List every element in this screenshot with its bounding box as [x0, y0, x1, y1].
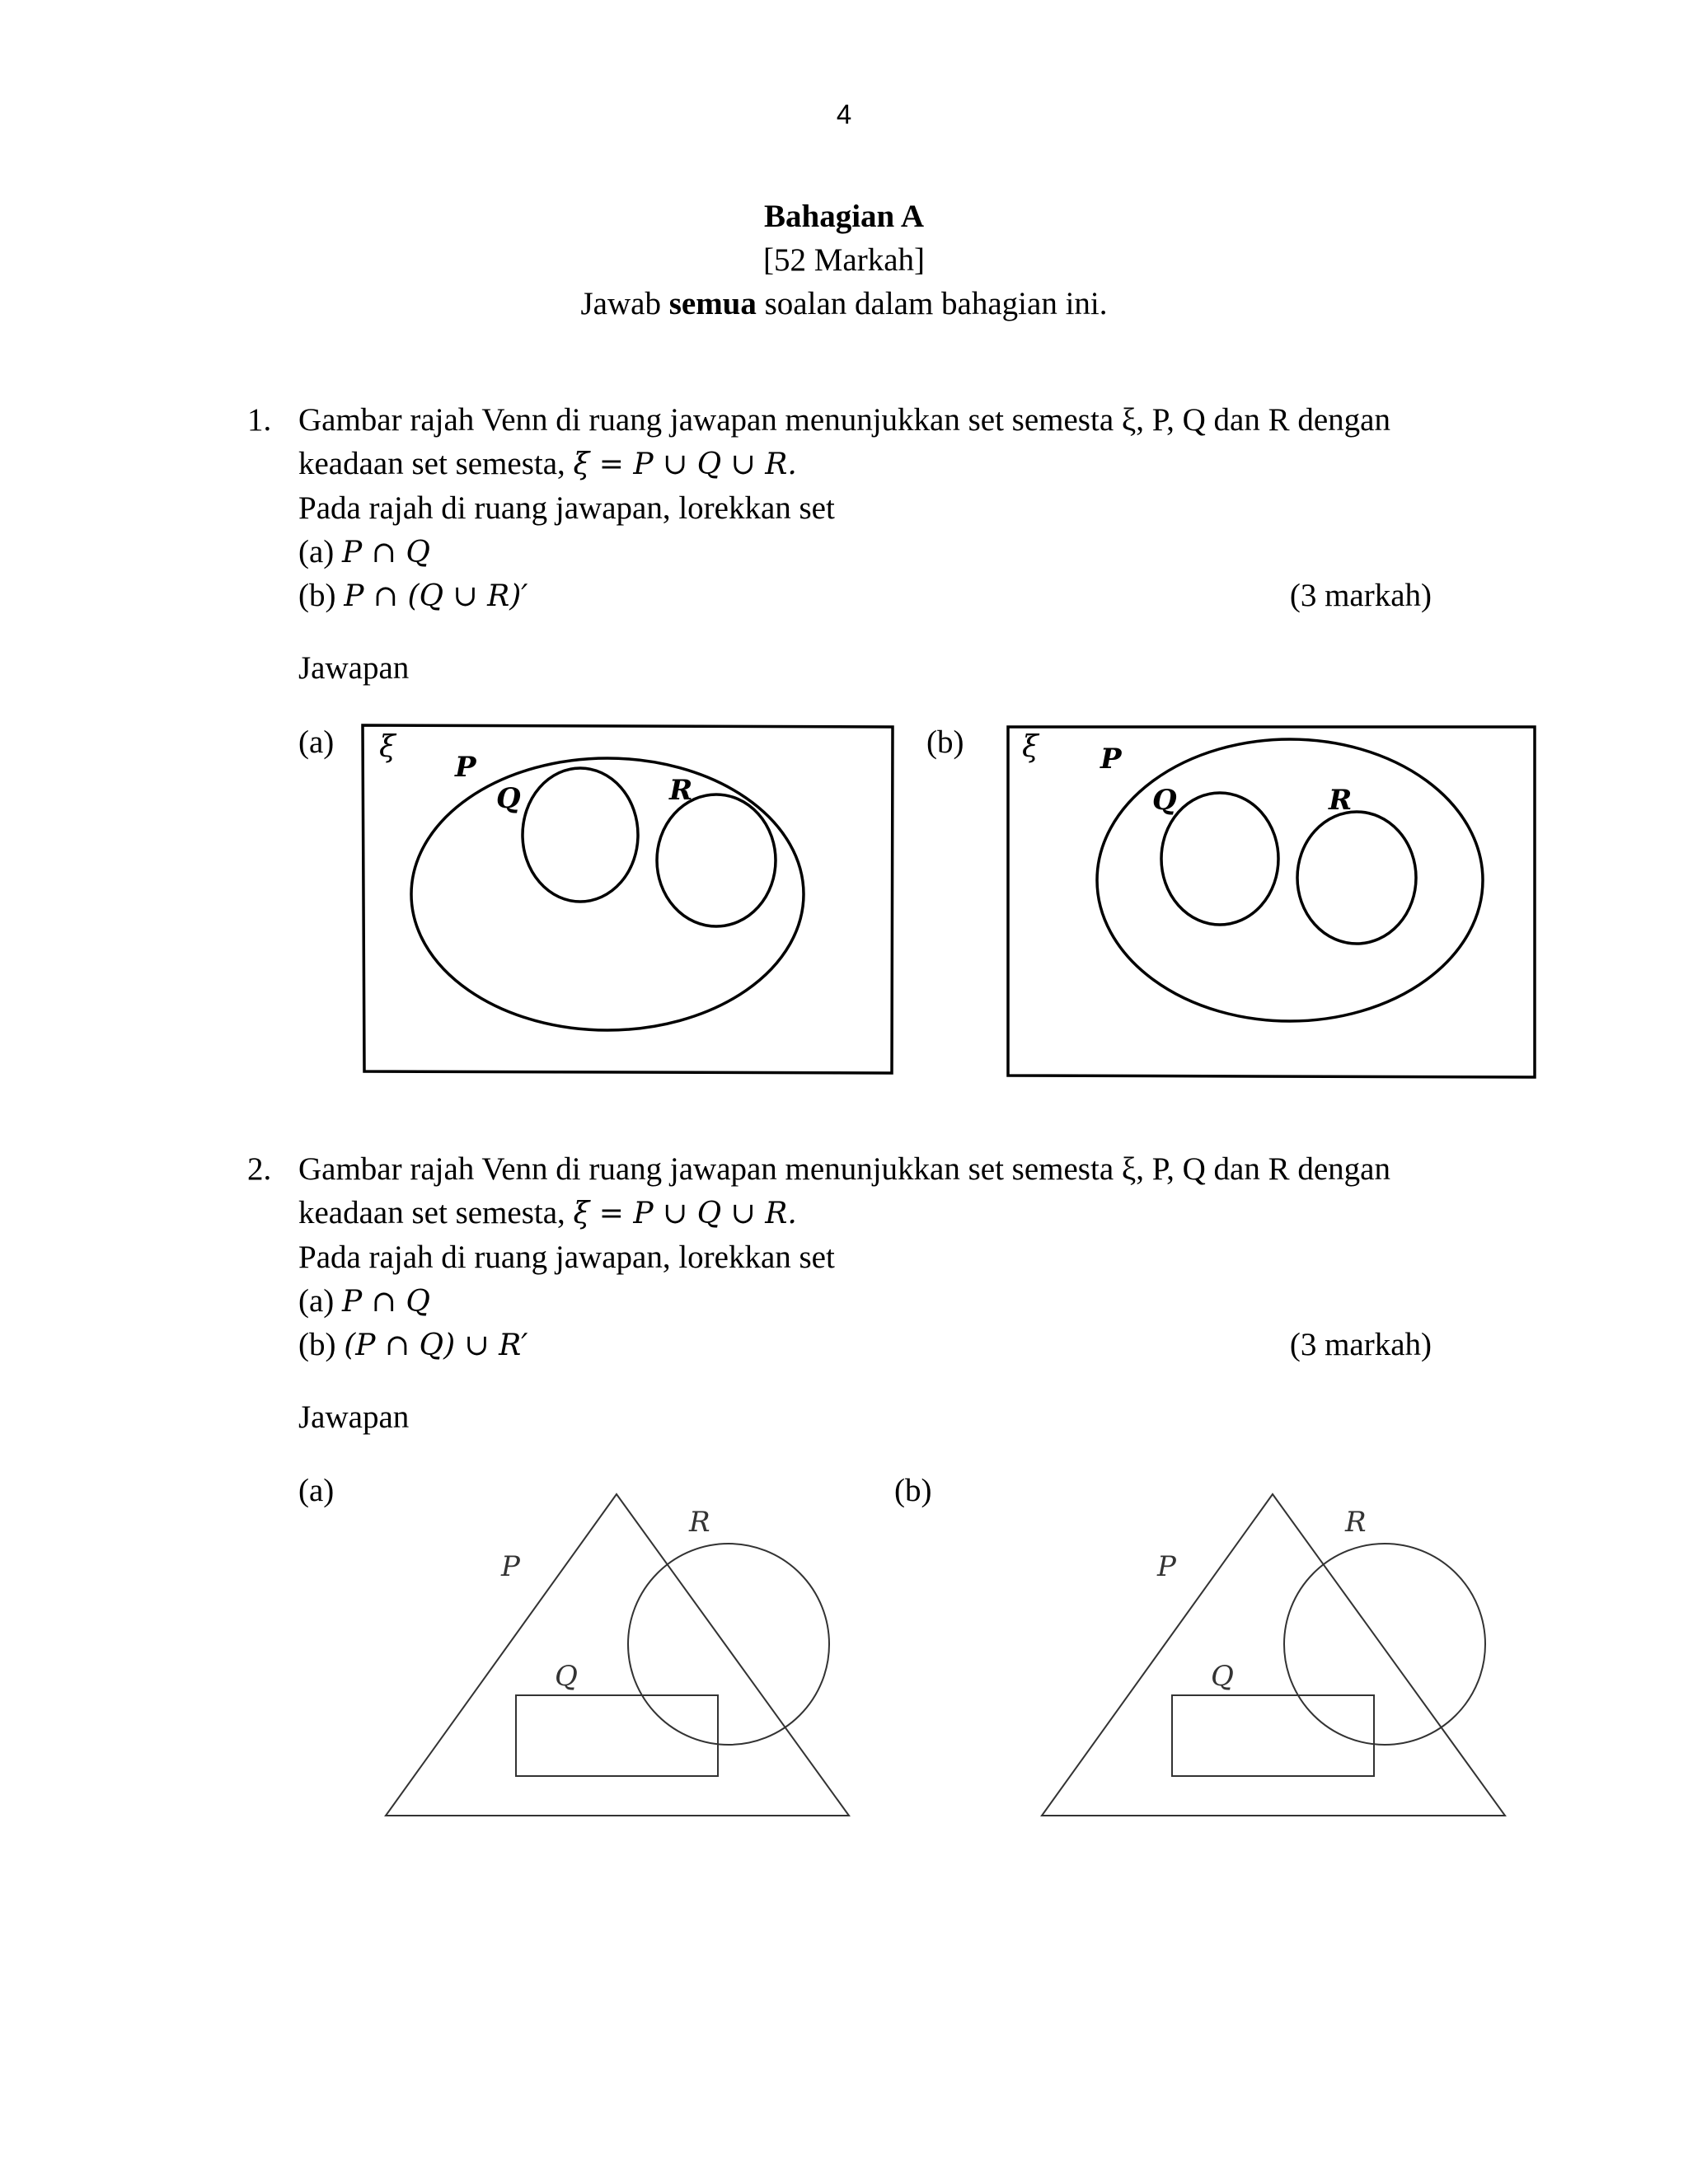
set-q-circle [523, 768, 638, 902]
set-q-label: Q [555, 1660, 578, 1693]
set-q-circle [1161, 793, 1278, 925]
question-number: 1. [247, 402, 272, 438]
universal-set-rectangle [363, 725, 893, 1073]
venn-diagram-2a [379, 1483, 857, 1830]
question-number: 2. [247, 1151, 272, 1187]
universal-set-equation: ξ = P ∪ Q ∪ R. [573, 1197, 797, 1230]
set-r-circle [628, 1544, 829, 1745]
set-p-triangle [386, 1494, 849, 1816]
section-title: Bahagian A [764, 199, 924, 234]
universal-set-equation: ξ = P ∪ Q ∪ R. [573, 448, 797, 481]
line-2-text: keadaan set semesta, [298, 1195, 574, 1230]
part-a [298, 1282, 430, 1319]
part-b-label: (b) [298, 578, 336, 613]
part-a-expression: P ∩ Q [342, 536, 430, 569]
question-line-2 [298, 445, 797, 482]
question-line-3: Pada rajah di ruang jawapan, lorekkan set [298, 490, 835, 526]
set-q-label: Q [1152, 784, 1177, 817]
answer-label: Jawapan [298, 650, 410, 686]
set-q-label: Q [1211, 1660, 1234, 1693]
set-r-circle [657, 794, 776, 926]
part-b-label: (b) [298, 1327, 336, 1362]
instruction-bold: semua [668, 286, 757, 321]
marks-label: (3 markah) [1289, 1327, 1432, 1362]
question-line-1: Gambar rajah Venn di ruang jawapan menunjukkan set semesta ξ, P, Q dan R dengan [298, 402, 1390, 438]
instruction-post: soalan dalam bahagian ini. [756, 286, 1108, 321]
set-p-ellipse [1097, 739, 1483, 1021]
instruction-pre: Jawab [580, 286, 669, 321]
section-instruction [0, 285, 1688, 322]
marks-total: [52 Markah] [762, 242, 925, 278]
set-p-label: P [455, 751, 476, 784]
diagram-a-label: (a) [298, 724, 335, 760]
part-b-expression: P ∩ (Q ∪ R)′ [344, 579, 528, 613]
part-b-expression: (P ∩ Q) ∪ R′ [344, 1329, 528, 1362]
set-r-label: R [669, 774, 693, 807]
set-p-label: P [1157, 1550, 1176, 1583]
venn-diagram-1a [354, 717, 898, 1080]
venn-diagram-1b [997, 717, 1550, 1088]
universal-set-rectangle [1008, 727, 1535, 1077]
universal-set-label: ξ [1022, 730, 1039, 764]
marks-label: (3 markah) [1289, 578, 1432, 613]
universal-set-label: ξ [379, 730, 396, 764]
line-2-text: keadaan set semesta, [298, 446, 574, 481]
set-q-label: Q [496, 782, 521, 815]
set-r-circle [1297, 812, 1416, 944]
part-a-label: (a) [298, 1283, 335, 1319]
set-r-label: R [1345, 1506, 1367, 1539]
part-a-expression: P ∩ Q [342, 1285, 430, 1319]
question-line-2 [298, 1194, 797, 1231]
part-a [298, 533, 430, 570]
diagram-b-label: (b) [926, 724, 964, 760]
question-line-1: Gambar rajah Venn di ruang jawapan menunjukkan set semesta ξ, P, Q dan R dengan [298, 1151, 1390, 1187]
part-b [298, 1326, 528, 1363]
answer-label: Jawapan [298, 1399, 410, 1435]
set-r-label: R [1329, 784, 1353, 817]
set-p-label: P [1100, 743, 1122, 776]
set-r-circle [1284, 1544, 1485, 1745]
diagram-a-label: (a) [298, 1473, 335, 1508]
part-a-label: (a) [298, 534, 335, 569]
set-p-triangle [1042, 1494, 1505, 1816]
set-p-label: P [501, 1550, 520, 1583]
set-r-label: R [689, 1506, 710, 1539]
question-line-3: Pada rajah di ruang jawapan, lorekkan set [298, 1240, 835, 1275]
page-number: 4 [836, 99, 852, 129]
venn-diagram-2b [1035, 1483, 1513, 1830]
part-b [298, 577, 528, 614]
diagram-b-label: (b) [894, 1473, 932, 1508]
